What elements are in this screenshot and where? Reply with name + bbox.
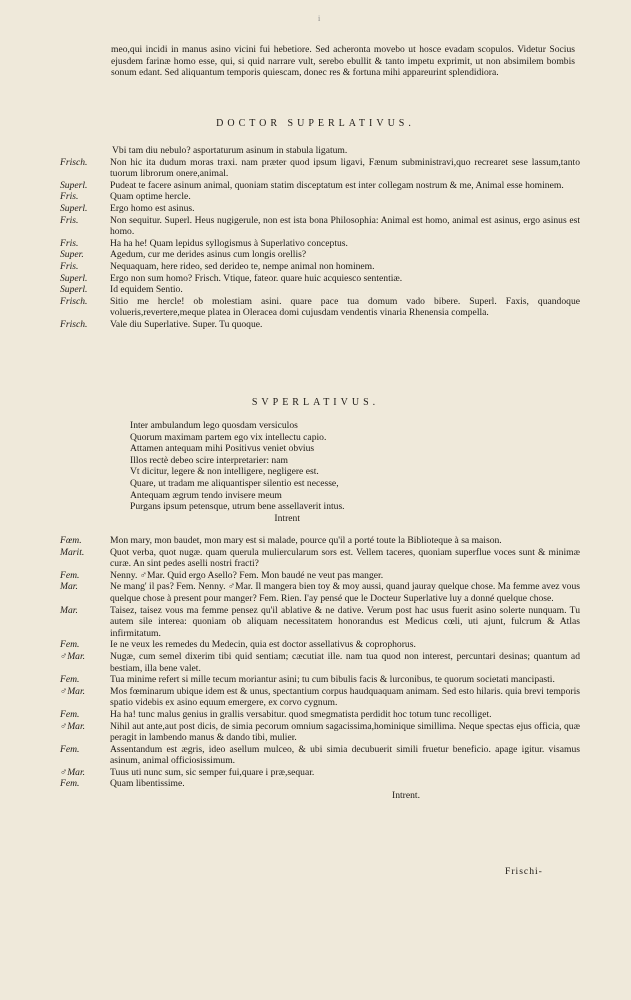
speaker-label: Fem. xyxy=(60,674,80,686)
dialogue-line xyxy=(60,744,580,767)
dialogue-line xyxy=(60,570,580,582)
dialogue-line xyxy=(60,605,580,640)
dialogue-1 xyxy=(60,145,580,331)
speaker-label: Fem. xyxy=(60,743,80,755)
speech-text: Vbi tam diu nebulo? asportaturum asinum in stabula ligatum. xyxy=(112,145,348,156)
dialogue-line xyxy=(60,319,580,331)
speaker-label: Fem. xyxy=(60,569,80,581)
dialogue-line xyxy=(60,651,580,674)
section-heading-doctor-superlativus: DOCTOR SUPERLATIVUS. xyxy=(216,118,415,129)
dialogue-line xyxy=(60,674,580,686)
speaker-label: Mar. xyxy=(60,581,78,593)
speech-text: Agedum, cur me derides asinus cum longis orellis? xyxy=(110,249,307,261)
dialogue-line xyxy=(60,721,580,744)
speaker-label: Super. xyxy=(60,249,84,261)
dialogue-line xyxy=(60,238,580,250)
speech-text: Vale diu Superlative. Super. Tu quoque. xyxy=(110,318,263,330)
dialogue-line xyxy=(60,686,580,709)
speech-text: Nequaquam, here rideo, sed derideo te, nempe animal non hominem. xyxy=(110,260,375,272)
speaker-label: Superl. xyxy=(60,202,88,214)
speaker-label: ♂Mar. xyxy=(60,650,86,662)
dialogue-line xyxy=(60,261,580,273)
speech-text: Tua minime refert si mille tecum moriantur asini; tu cum bibulis facis & lurconibus, te quorum societati mancipasti. xyxy=(110,674,555,686)
dialogue-line xyxy=(60,581,580,604)
dialogue-line xyxy=(60,535,580,547)
speaker-label: Fris. xyxy=(60,191,79,203)
top-mark: i xyxy=(318,14,321,23)
speech-text: Ha ha! tunc malus genius in grallis versabitur. quod smegmatista perdidit hoc totum tunc recolliget. xyxy=(110,708,492,720)
dialogue-line xyxy=(60,778,580,790)
opening-paragraph: meo,qui incidi in manus asino vicini fui hebetiore. Sed acheronta movebo ut hosce evadam scopulos. Videtur Socius ejusdem farinæ homo esse, qui, si quid narrare vult, serebo ebullit & tanto impetu exprimit, ut non absimilem bombis sonum edant. Sed aliquantum temporis quiescam, donec res & fortuna mihi appareurint splendidiora. xyxy=(111,44,575,79)
speech-text: Ie ne veux les remedes du Medecin, quia est doctor assellativus & coprophorus. xyxy=(110,639,416,651)
stage-direction: Intrent xyxy=(274,512,300,524)
speech-text: Sitio me hercle! ob molestiam asini. quare pace tua domum vado bibere. Superl. Faxis, quandoque volueris,revertere,meque platea in Oleracea domi cujusdam vendentis vinaria Rhenensia compella. xyxy=(110,295,580,319)
speech-text: Quot verba, quot nugæ. quam querula muliercularum sors est. Vellem taceres, quoniam superflue voces sunt & minimæ curæ. An sint pedes aselli nostri fracti? xyxy=(110,546,580,570)
speech-text: Non hic ita dudum moras traxi. nam præter quod ipsum ligavi, Fænum subministravi,quo recrearet sese lassum,tanto tuorum librorum onere,animal. xyxy=(110,156,580,180)
dialogue-line xyxy=(60,547,580,570)
verse-line: Quorum maximam partem ego vix intellectu capio. xyxy=(130,431,327,443)
dialogue-line xyxy=(60,145,580,157)
verse-block xyxy=(130,420,460,524)
speaker-label: Frisch. xyxy=(60,295,88,307)
dialogue-2 xyxy=(60,535,580,802)
section-heading-superlativus: SVPERLATIVUS. xyxy=(251,397,380,408)
speech-text: Nenny. ♂Mar. Quid ergo Asello? Fem. Mon baudé ne veut pas manger. xyxy=(110,569,384,581)
speaker-label: Marit. xyxy=(60,546,85,558)
speech-text: Pudeat te facere asinum animal, quoniam statim disceptatum est inter collegam nostrum & me, Animal esse hominem. xyxy=(110,179,564,191)
verse-line: Antequam ægrum tendo invisere meum xyxy=(130,489,282,501)
dialogue-line xyxy=(60,273,580,285)
dialogue-line xyxy=(60,249,580,261)
speaker-label: Superl. xyxy=(60,284,88,296)
speech-text: Quam libentissime. xyxy=(110,778,185,790)
dialogue-line xyxy=(60,767,580,779)
speaker-label: Frisch. xyxy=(60,318,88,330)
speaker-label: Mar. xyxy=(60,604,78,616)
dialogue-line xyxy=(60,180,580,192)
dialogue-line xyxy=(60,296,580,319)
speaker-label: ♂Mar. xyxy=(60,766,86,778)
dialogue-line xyxy=(60,191,580,203)
speech-text: Id equidem Sentio. xyxy=(110,284,183,296)
speech-text: Ergo non sum homo? Frisch. Vtique, fateor. quare huic acquiesco sententiæ. xyxy=(110,272,403,284)
speech-text: Taisez, taisez vous ma femme pensez qu'il ablative & ne dative. Verum post hac usus fuerit asino solerte nunquam. Tu autem sile interea: quoniam ob aliquam necessitatem honorandus est Medicus cœli, uti ajunt, fulcrum & Atlas infirmitatum. xyxy=(110,604,580,639)
speaker-label: Fem. xyxy=(60,708,80,720)
speech-text: Assentandum est ægris, ideo asellum mulceo, & ubi simia decubuerit simili fruetur beneficio. apage igitur. visamus asinum, animal officiosissimum. xyxy=(110,743,580,767)
speech-text: Quam optime hercle. xyxy=(110,191,191,203)
catchword: Frischi- xyxy=(505,866,543,877)
stage-direction: Intrent. xyxy=(392,790,420,802)
dialogue-line xyxy=(60,203,580,215)
speaker-label: Frisch. xyxy=(60,156,88,168)
speaker-label: ♂Mar. xyxy=(60,720,86,732)
speaker-label: Superl. xyxy=(60,179,88,191)
speaker-label: ♂Mar. xyxy=(60,685,86,697)
speech-text: Ne mang' il pas? Fem. Nenny. ♂Mar. Il mangera bien toy & moy aussi, quand jauray quelque chose. Ma femme avez vous quelque chose à present pour manger? Fem. Rien. I'ay pensé que le Docteur Superlative luy a donné quelque chose. xyxy=(110,581,580,604)
verse-line: Inter ambulandum lego quosdam versiculos xyxy=(130,420,298,431)
verse-line: Vt dicitur, legere & non intelligere, negligere est. xyxy=(130,466,319,478)
speech-text: Mos fœminarum ubique idem est & unus, spectantium corpus haudquaquam animam. Sed esto hilaris. quia brevi temporis spatio videbis ex asino equum emergere, ex corvo cygnum. xyxy=(110,685,580,709)
speech-text: Mon mary, mon baudet, mon mary est si malade, pource qu'il a porté toute la Biblioteque à sa maison. xyxy=(110,535,502,546)
verse-line: Attamen antequam mihi Positivus veniet obvius xyxy=(130,443,315,455)
speech-text: Tuus uti nunc sum, sic semper fui,quare i præ,sequar. xyxy=(110,766,315,778)
speech-text: Nihil aut ante,aut post dicis, de simia pecorum omnium sagacissima,hominique simillima. Neque spectas ejus officia, quæ peragit in lambendo manus & dando tibi, mulier. xyxy=(110,720,580,744)
speech-text: Ha ha he! Quam lepidus syllogismus à Superlativo conceptus. xyxy=(110,237,348,249)
dialogue-line xyxy=(60,709,580,721)
speaker-label: Fœm. xyxy=(60,535,82,546)
verse-line: Illos rectè debeo scire interpretarier: nam xyxy=(130,454,288,466)
dialogue-line xyxy=(60,215,580,238)
speaker-label: Superl. xyxy=(60,272,88,284)
speaker-label: Fris. xyxy=(60,260,79,272)
dialogue-line xyxy=(60,639,580,651)
speaker-label: Fris. xyxy=(60,214,79,226)
dialogue-line xyxy=(60,284,580,296)
speaker-label: Fris. xyxy=(60,237,79,249)
verse-line: Quare, ut tradam me aliquantisper silentio est necesse, xyxy=(130,477,339,489)
speech-text: Nugæ, cum semel dixerim tibi quid sentiam; cæcutiat ille. nam tua quod non interest, percuntari desinas; quantum ad bestiam, illa bene valet. xyxy=(110,650,580,674)
verse-line: Purgans ipsum petensque, utrum bene assellaverit intus. xyxy=(130,501,345,513)
dialogue-line xyxy=(60,157,580,180)
speech-text: Ergo homo est asinus. xyxy=(110,202,195,214)
speaker-label: Fem. xyxy=(60,778,80,790)
speech-text: Non sequitur. Superl. Heus nugigerule, non est ista bona Philosophia: Animal est homo, animal est asinus, ergo asinus est homo. xyxy=(110,214,580,238)
speaker-label: Fem. xyxy=(60,639,80,651)
